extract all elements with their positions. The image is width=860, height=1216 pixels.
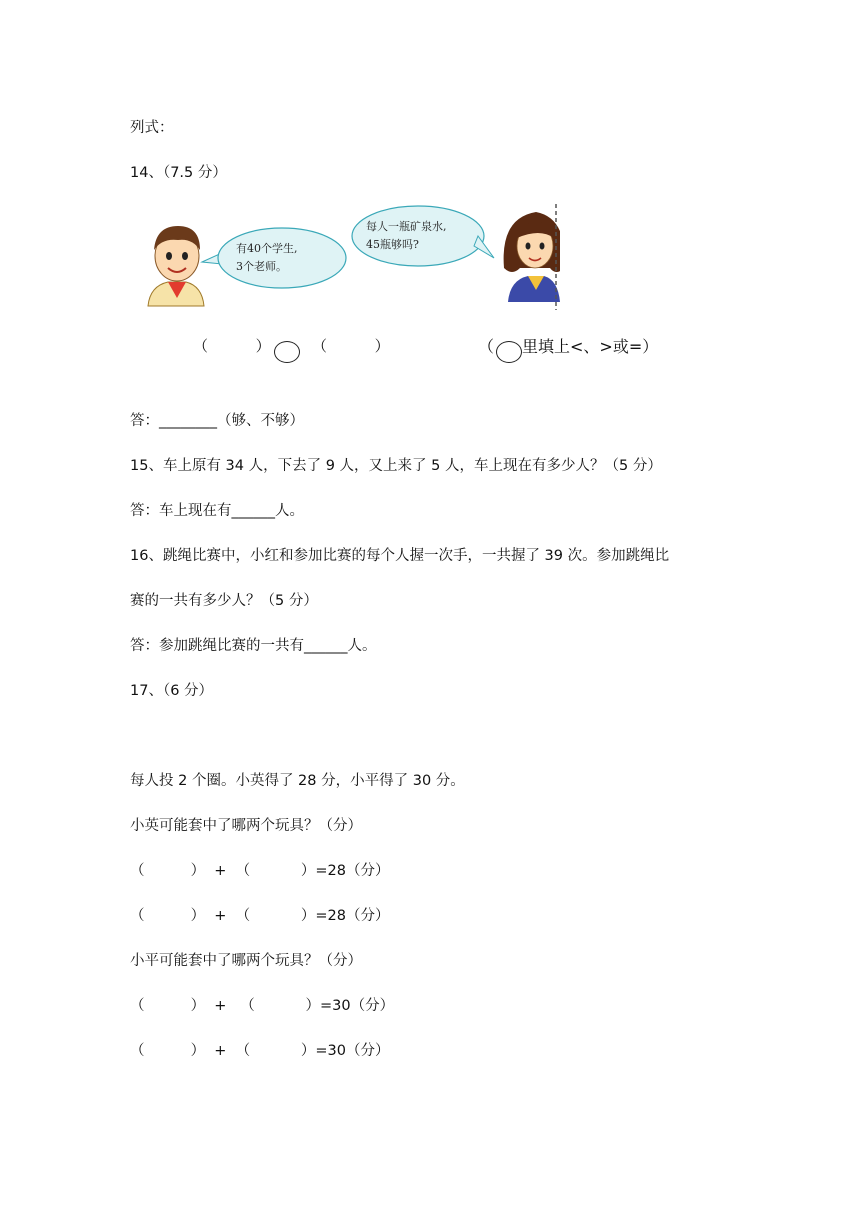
xiaoying-equation-2[interactable]: （ ） + （ ）=28（分）: [130, 908, 390, 924]
boy-speech-bubble: [202, 228, 346, 288]
hint-circle-icon: [496, 341, 522, 363]
q17-title: 17、（6 分）: [130, 683, 214, 699]
q15-answer[interactable]: 答：车上现在有______人。: [130, 503, 304, 519]
q14-illustration: [140, 198, 560, 310]
q14-answer[interactable]: 答：________（够、不够）: [130, 413, 304, 429]
boy-figure: [148, 226, 204, 306]
q16-question-line-2: 赛的一共有多少人？（5 分）: [130, 593, 318, 609]
girl-speech-line-2: 45瓶够吗?: [366, 238, 419, 251]
xiaoying-question: 小英可能套中了哪两个玩具？（分）: [130, 818, 362, 834]
girl-figure: [504, 212, 560, 302]
q16-answer[interactable]: 答：参加跳绳比赛的一共有______人。: [130, 638, 377, 654]
compare-left-paren: （ ）: [193, 337, 271, 355]
girl-speech-line-1: 每人一瓶矿泉水,: [366, 220, 447, 233]
q17-intro: 每人投 2 个圈。小英得了 28 分，小平得了 30 分。: [130, 773, 465, 789]
xiaoping-equation-1[interactable]: （ ） + （ ）=30（分）: [130, 998, 395, 1014]
boy-speech-line-2: 3个老师。: [236, 260, 287, 273]
girl-speech-bubble: [352, 206, 494, 266]
compare-right-paren: （ ）: [312, 337, 390, 355]
hint-text: 里填上<、>或=）: [522, 337, 659, 356]
formula-label: 列式：: [130, 120, 174, 136]
compare-circle-blank[interactable]: [274, 341, 300, 363]
boy-speech-line-1: 有40个学生,: [236, 242, 298, 255]
xiaoping-equation-2[interactable]: （ ） + （ ）=30（分）: [130, 1043, 390, 1059]
xiaoping-question: 小平可能套中了哪两个玩具？（分）: [130, 953, 362, 969]
hint-open-paren: （: [478, 337, 495, 356]
q14-title: 14、（7.5 分）: [130, 165, 227, 181]
xiaoying-equation-1[interactable]: （ ） + （ ）=28（分）: [130, 863, 390, 879]
q15-question: 15、车上原有 34 人，下去了 9 人，又上来了 5 人，车上现在有多少人？（5 分）: [130, 458, 662, 474]
q16-question-line-1: 16、跳绳比赛中，小红和参加比赛的每个人握一次手，一共握了 39 次。参加跳绳比: [130, 548, 670, 564]
